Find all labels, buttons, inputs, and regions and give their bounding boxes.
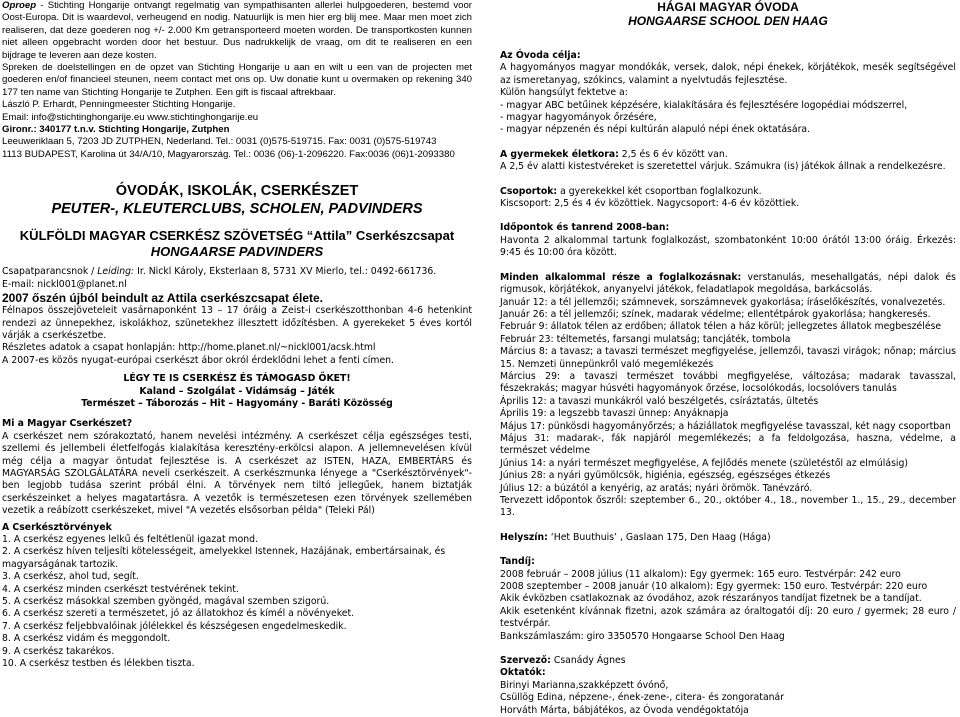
appeal-lead: Oproep — [2, 0, 37, 11]
list-item: 10. A cserkész testben és lélekben tiszta. — [2, 658, 195, 670]
slogan-3: Természet – Táborozás – Hit – Hagyomány - Baráti Közösség — [81, 397, 393, 409]
list-item: Akik esetenként kívánnak fizetni, azok számára az óraltogatói díj: 20 euro / gyermek; 28 euro / testvérpár. — [500, 605, 956, 630]
list-item: Május 17: pünkösdi hagyományőrzés; a háziállatok megfigyelése tavasszal, két nagy csoportban — [500, 420, 951, 432]
list-item: Bankszámlaszám: giro 3350570 Hongaarse School Den Haag — [500, 630, 785, 642]
scout-leader: Csapatparancsnok / Leiding: Ir. Nickl Károly, Eksterlaan 8, 5731 XV Mierlo, tel.: 0492-661736. — [2, 266, 437, 278]
list-item: Akik évközben csatlakoznak az óvodához, azok részarányos tandíjat fizetnek be a tandíjat. — [500, 593, 922, 605]
list-item: 7. A cserkész feljebbvalóinak jólélekkel és készségesen engedelmeskedik. — [2, 620, 347, 632]
scout-laws-list — [2, 534, 472, 670]
list-item: 6. A cserkész szereti a természetet, jó az állatokhoz és kímél a növényeket. — [2, 608, 355, 620]
groups-line: Csoportok: a gyerekekkel két csoportban foglalkozunk. — [500, 185, 762, 197]
right-column — [500, 0, 957, 716]
list-item: 5. A cserkész másokkal szemben gyöngéd, magával szemben szigorú. — [2, 596, 330, 608]
kindergarten-title: HÁGAI MAGYAR ÓVODA — [657, 0, 799, 14]
fee-heading: Tandíj: — [500, 556, 535, 568]
scout-laws-heading: A Cserkésztörvények — [2, 521, 112, 533]
list-item: Március 8: a tavasz; a tavaszi természet megfigyelése, jellemzői, tavaszi virágok; nőnap; március 15. Nemzeti ünnepünkről való megemlékezés — [500, 346, 956, 370]
contact-email: Email: info@stichtinghongarije.eu www.stichtinghongarije.eu — [2, 111, 259, 123]
list-item: Birinyi Marianna,szakképzett óvónő, — [500, 679, 669, 691]
address-hu: 1113 BUDAPEST, Karolina út 34/A/10, Magyarország. Tel.: 0036 (06)-1-2096220. Fax:0036 (06)1-2093380 — [2, 148, 455, 160]
list-item: Április 19: a legszebb tavaszi ünnep: Anyáknapja — [500, 408, 729, 420]
dutch-appeal — [2, 0, 472, 161]
aim-heading: Az Óvoda célja: — [500, 50, 581, 61]
list-item: Horváth Márta, bábjátékos, az Óvoda vendégoktatója — [500, 704, 749, 716]
what-is-scouting-text: A cserkészet nem szórakoztató, hanem nevelési intézmény. A cserkészet célja egészséges testi, szellemi és jellembeli életfelfogás kialakítása keresztény-erkölcsi alapon. A jellemnevelésen kívül még célja a magyar öntudat fejlesztése is. A cserkészet az ISTEN, HAZA, EMBERTÁRS és MAGYARSÁG SZOLGÁLATÁRA neveli cserkészeit. A cserkészmunka lényege a "Cserkésztörvények"-ben legjobb tudása szerint próbál élni. A törvények nem tiltó jellegűek, hanem biztatják cserkészeinket a helyes magatartásra. A vezetők is természetesen ezen törvények szellemében vezetik a reábízott cserkészeket, mivel "A vezetés elsősorban példa" (Teleki Pál) — [2, 430, 472, 517]
slogan-2: Kaland – Szolgálat - Vidámság – Játék — [139, 385, 335, 397]
teachers-heading: Oktatók: — [500, 667, 546, 679]
appeal-paragraph — [2, 0, 472, 62]
list-item: 2. A cserkész híven teljesíti kötelességeit, amelyekkel Istennek, Hazájának, embertársainak, és magyarságának tartozik. — [2, 546, 446, 570]
list-item: Február 9: állatok télen az erdőben; állatok télen a ház körül; jellegzetes állatok megbeszélése — [500, 321, 942, 333]
support-paragraph: Spreken de doelstellingen en de opzet van Stichting Hongarije u aan en wilt u een van de projecten met goederen en/of financieel steunen, neem contact met ons op. Uw donatie kunt u overmaken op rekening 340 177 ten name van Stichting Hongarije te Zutphen. Een gift is fiscaal aftrekbaar. — [2, 62, 472, 98]
list-item: Június 14: a nyári természet megfigyelése, A fejlődés menete (születéstől az elmúlásig) — [500, 457, 909, 469]
list-item: Január 12: a tél jellemzői; számnevek, sorszámnevek gyakorlása; íráselőkészítés, vonalvezetés. — [500, 296, 946, 308]
age-text: A 2,5 év alatti kistestvéreket is szeretettel várjuk. Számukra (is) játékok állnak a rendelkezésre. — [500, 161, 946, 173]
list-item: 1. A cserkész egyenes lelkű és feltétlenül igazat mond. — [2, 534, 259, 545]
list-item: Január 26: a tél jellemzői; színek, madarak védelme; ellentétpárok gyakorlása; hangkeresés. — [500, 308, 931, 320]
scout-leader-email: E-mail: nickl001@planet.nl — [2, 278, 127, 290]
aim-text: A hagyományos magyar mondókák, versek, dalok, népi énekek, körjátékok, mesék segítségével az ismeretanyag, szókincs, valamint a nyelvtudás fejlesztése. — [500, 62, 956, 86]
times-text: Havonta 2 alkalommal tartunk foglalkozást, szombatonként 10:00 órától 13:00 óráig. Érkezés: 9:45 és 10:00 óra között. — [500, 234, 956, 259]
list-item: 8. A cserkész vidám és meggondolt. — [2, 633, 171, 645]
section-heading-nl: PEUTER-, KLEUTERCLUBS, SCHOLEN, PADVINDERS — [51, 201, 423, 218]
what-is-scouting-heading: Mi a Magyar Cserkészet? — [2, 418, 133, 430]
list-item: 2008 szeptember – 2008 január (10 alkalom): Egy gyermek: 150 euro. Testvérpár: 220 euro — [500, 581, 928, 593]
details-link-text: Részletes adatok a csapat honlapján: http://home.planet.nl/~nickl001/acsk.html — [2, 342, 376, 354]
list-item: - magyar hagyományok őrzésére, — [500, 112, 657, 124]
age-line: A gyermekek életkora: 2,5 és 6 év között van. — [500, 148, 728, 160]
list-item: Július 12: a búzától a kenyérig, az aratás; nyári örömök. Tanévzáró. — [500, 482, 813, 494]
list-item: - magyar népzenén és népi kultúrán alapuló népi ének oktatására. — [500, 124, 811, 136]
list-item: Csüllög Edina, népzene-, ének-zene-, citera- és zongoratanár — [500, 692, 785, 704]
left-column — [2, 0, 472, 670]
program-intro: Minden alkalommal része a foglalkozásnak: verstanulás, mesehallgatás, népi dalok és rigmusok, körjátékok, anyanyelvi játékok, feladatlapok megoldása, barkácsolás. — [500, 271, 957, 296]
list-item: Május 31: madarak-, fák napjáról megemlékezés; a fa feldolgozása, haszna, védelme, a természet védelme — [500, 432, 956, 457]
list-item: 9. A cserkész takarékos. — [2, 645, 115, 657]
venue-line: Helyszín: ‘Het Buuthuis’ , Gaslaan 175, Den Haag (Hága) — [500, 531, 771, 543]
aim-focus: Külön hangsúlyt fektetve a: — [500, 87, 628, 99]
list-item: Tervezett időpontok őszről: szeptember 6., 20., október 4., 18., november 1., 15., 29., december 13. — [500, 495, 956, 519]
list-item: - magyar ABC betűinek képzésére, kialakítására és fejlesztésére logopédiai módszerrel, — [500, 99, 908, 111]
groups-text: Kiscsoport: 2,5 és 4 év közöttiek. Nagycsoport: 4-6 év közöttiek. — [500, 198, 800, 210]
list-item: Február 23: téltemetés, farsangi mulatság; tancjáték, tombola — [500, 333, 791, 345]
times-heading: Időpontok és tanrend 2008-ban: — [500, 222, 670, 234]
organizer-line: Szervező: Csanády Ágnes — [500, 655, 626, 667]
list-item: 3. A cserkész, ahol tud, segít. — [2, 571, 139, 583]
treasurer-signature: László P. Erhardt, Penningmeester Stichting Hongarije. — [2, 99, 236, 111]
section-heading-hu: ÓVODÁK, ISKOLÁK, CSERKÉSZET — [115, 183, 359, 200]
list-item: 2008 február – 2008 július (11 alkalom): Egy gyermek: 165 euro. Testvérpár: 242 euro — [500, 568, 901, 580]
giro-number: Gironr.: 340177 t.n.v. Stichting Hongarije, Zutphen — [2, 124, 230, 136]
camp-info: A 2007-es közös nyugat-európai cserkészt ábor okról érdeklődni lehet a fenti címen. — [2, 354, 395, 366]
slogan-1: LÉGY TE IS CSERKÉSZ ÉS TÁMOGASD ŐKET! — [123, 373, 351, 385]
scout-org-subtitle: HONGAARSE PADVINDERS — [150, 244, 324, 260]
meetings-paragraph: Félnapos összejöveteleit vasárnaponként 13 – 17 óráig a Zeist-i cserkészotthonban 4-6 hetenkint rendezi az ünnepekhez, iskolákhoz, szünetekhez illesztett időzítésben. A gyerekeket 5 éves kortól várják a cserkészetbe. — [2, 305, 472, 341]
list-item: 4. A cserkész minden cserkészt testvérének tekint. — [2, 583, 239, 595]
heading-2007: 2007 őszén újból beindult az Attila cserkészcsapat élete. — [2, 291, 324, 306]
kindergarten-subtitle: HONGAARSE SCHOOL DEN HAAG — [628, 14, 828, 28]
scout-org-title: KÜLFÖLDI MAGYAR CSERKÉSZ SZÖVETSÉG “Attila” Cserkészcsapat — [19, 228, 455, 244]
appeal-text: - Stichting Hongarije ontvangt regelmatig van sympathisanten allerlei hulpgoederen, bestemd voor Oost-Europa. Dit is waardevol, verheugend en nodig. Natuurlijk is men hier erg blij mee. Maar men moet zich realiseren, dat deze goederen nog +/- 2.000 Km getransporteerd moeten worden. De transportkosten kunnen niet alleen opgebracht worden door het bestuur. Dus nadrukkelijk de vraag, om dit te realiseren en een bijdrage te leveren aan deze kosten. — [2, 0, 472, 61]
list-item: Június 28: a nyári gyümölcsök, higiénia, egészség, egészséges étkezés — [500, 470, 831, 482]
address-nl: Leeuweriklaan 5, 7203 JD ZUTPHEN, Nederland. Tel.: 0031 (0)575-519715. Fax: 0031 (0)575-519743 — [2, 136, 437, 148]
schedule-list — [500, 297, 956, 520]
list-item: Március 29: a tavaszi természet további megfigyelése, változása; madarak tavasszal, fészekrakás; magyar húsvéti hagyományok őrzése, locsolókodás, locsolóvers tanulás — [500, 370, 956, 395]
list-item: Április 12: a tavaszi munkákról való beszélgetés, csíráztatás, ültetés — [500, 395, 819, 407]
